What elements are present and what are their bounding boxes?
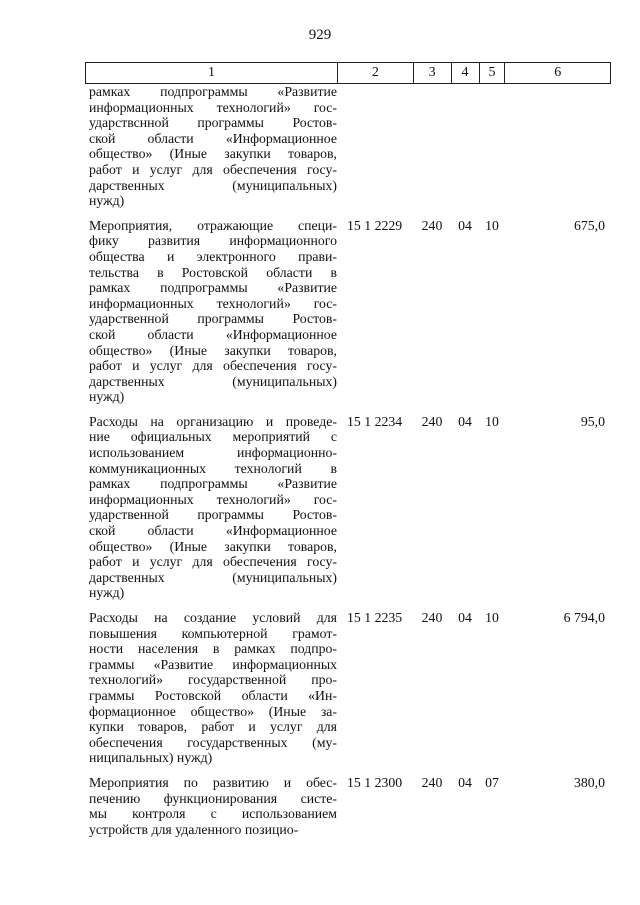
description-line: нужд) <box>89 389 125 405</box>
description-line: общество» (Иные закупки товаров, <box>89 538 337 554</box>
table-body <box>85 84 611 837</box>
description-line: ниципальных) нужд) <box>89 750 213 766</box>
row-code: 15 1 2300 <box>347 774 403 790</box>
header-col-2: 2 <box>337 63 413 83</box>
header-col-5: 5 <box>479 63 505 83</box>
description-line: фику развития информационного <box>89 233 337 249</box>
row-section: 04 <box>458 413 472 429</box>
row-expense-type: 240 <box>421 217 443 233</box>
description-line: общество» (Иные закупки товаров, <box>89 146 337 162</box>
row-description <box>85 610 337 766</box>
description-line: ской области «Информационное <box>89 130 337 146</box>
row-subsection: 07 <box>485 774 499 790</box>
row-expense-type: 240 <box>421 413 443 429</box>
description-line: использованием информационно- <box>89 445 337 461</box>
row-description <box>85 84 337 209</box>
description-line: ударственной программы Ростов- <box>89 507 337 523</box>
description-line: дарственных (муниципальных) <box>89 569 337 585</box>
row-expense-type: 240 <box>421 774 443 790</box>
description-line: ской области «Информационное <box>89 326 337 342</box>
row-description <box>85 775 337 837</box>
description-line: формационное общество» (Иные за- <box>89 703 337 719</box>
description-line: устройств для удаленного позицио- <box>89 821 299 837</box>
description-line: ударственной программы Ростов- <box>89 311 337 327</box>
budget-table <box>85 62 611 837</box>
description-line: работ и услуг для обеспечения госу- <box>89 358 337 374</box>
description-line: рамках подпрограммы «Развитие <box>89 476 337 492</box>
row-spacer <box>85 766 611 775</box>
description-line: рамках подпрограммы «Развитие <box>89 84 337 99</box>
row-description <box>85 218 337 405</box>
row-code: 15 1 2235 <box>347 610 403 625</box>
row-spacer <box>85 601 611 610</box>
description-line: нужд) <box>89 585 125 601</box>
description-line: коммуникационных технологий в <box>89 460 337 476</box>
description-line: купки товаров, работ и услуг для <box>89 719 337 735</box>
row-subsection: 10 <box>485 217 499 233</box>
row-code: 15 1 2234 <box>347 413 403 429</box>
description-line: информационных технологий» гос- <box>89 491 337 507</box>
row-amount: 6 794,0 <box>563 610 605 625</box>
row-code <box>337 84 413 209</box>
header-col-6: 6 <box>504 63 610 83</box>
table-row <box>85 218 611 405</box>
row-expense-type: 240 <box>421 610 443 625</box>
row-amount: 95,0 <box>580 413 605 429</box>
description-line: ности населения в рамках подпро- <box>89 641 337 657</box>
row-spacer <box>85 405 611 414</box>
table-row <box>85 414 611 601</box>
table-row <box>85 775 611 837</box>
row-subsection <box>479 84 505 209</box>
row-expense-type <box>413 84 451 209</box>
description-line: общества и электронного прави- <box>89 248 337 264</box>
row-spacer <box>85 209 611 218</box>
row-amount <box>505 84 611 209</box>
row-section: 04 <box>458 610 472 625</box>
description-line: дарственных (муниципальных) <box>89 373 337 389</box>
description-line: ние официальных мероприятий с <box>89 429 337 445</box>
row-subsection: 10 <box>485 413 499 429</box>
description-line: граммы «Развитие информационных <box>89 656 337 672</box>
description-line: рамках подпрограммы «Развитие <box>89 280 337 296</box>
description-line: ской области «Информационное <box>89 523 337 539</box>
description-line: Расходы на организацию и проведе- <box>89 413 337 429</box>
description-line: печению функционирования систе- <box>89 790 337 806</box>
description-line: граммы Ростовской области «Ин- <box>89 687 337 703</box>
header-col-1: 1 <box>208 65 216 80</box>
row-subsection: 10 <box>485 610 499 625</box>
page-number: 929 <box>308 27 332 43</box>
table-row <box>85 84 611 209</box>
description-line: мы контроля с использованием <box>89 806 337 822</box>
description-line: дарственных (муниципальных) <box>89 177 337 193</box>
description-line: ударствснной программы Ростов- <box>89 115 337 131</box>
description-line: Мероприятия, отражающие специ- <box>89 217 337 233</box>
description-line: повышения компьютерной грамот- <box>89 625 337 641</box>
header-col-4: 4 <box>451 63 479 83</box>
description-line: Мероприятия по развитию и обес- <box>89 774 337 790</box>
description-line: работ и услуг для обеспечения госу- <box>89 161 337 177</box>
row-amount: 675,0 <box>573 217 605 233</box>
description-line: обеспечения государственных (му- <box>89 734 337 750</box>
description-line: общество» (Иные закупки товаров, <box>89 342 337 358</box>
description-line: Расходы на создание условий для <box>89 610 337 625</box>
row-section: 04 <box>458 217 472 233</box>
table-row <box>85 610 611 766</box>
row-section: 04 <box>458 774 472 790</box>
row-description <box>85 414 337 601</box>
header-col-3: 3 <box>413 63 451 83</box>
description-line: технологий» государственной про- <box>89 672 337 688</box>
description-line: информационных технологий» гос- <box>89 295 337 311</box>
description-line: тельства в Ростовской области в <box>89 264 337 280</box>
row-section <box>451 84 479 209</box>
description-line: работ и услуг для обеспечения госу- <box>89 554 337 570</box>
description-line: информационных технологий» гос- <box>89 99 337 115</box>
row-amount: 380,0 <box>573 774 605 790</box>
description-line: нужд) <box>89 193 125 209</box>
table-header <box>85 62 611 84</box>
row-code: 15 1 2229 <box>347 217 403 233</box>
